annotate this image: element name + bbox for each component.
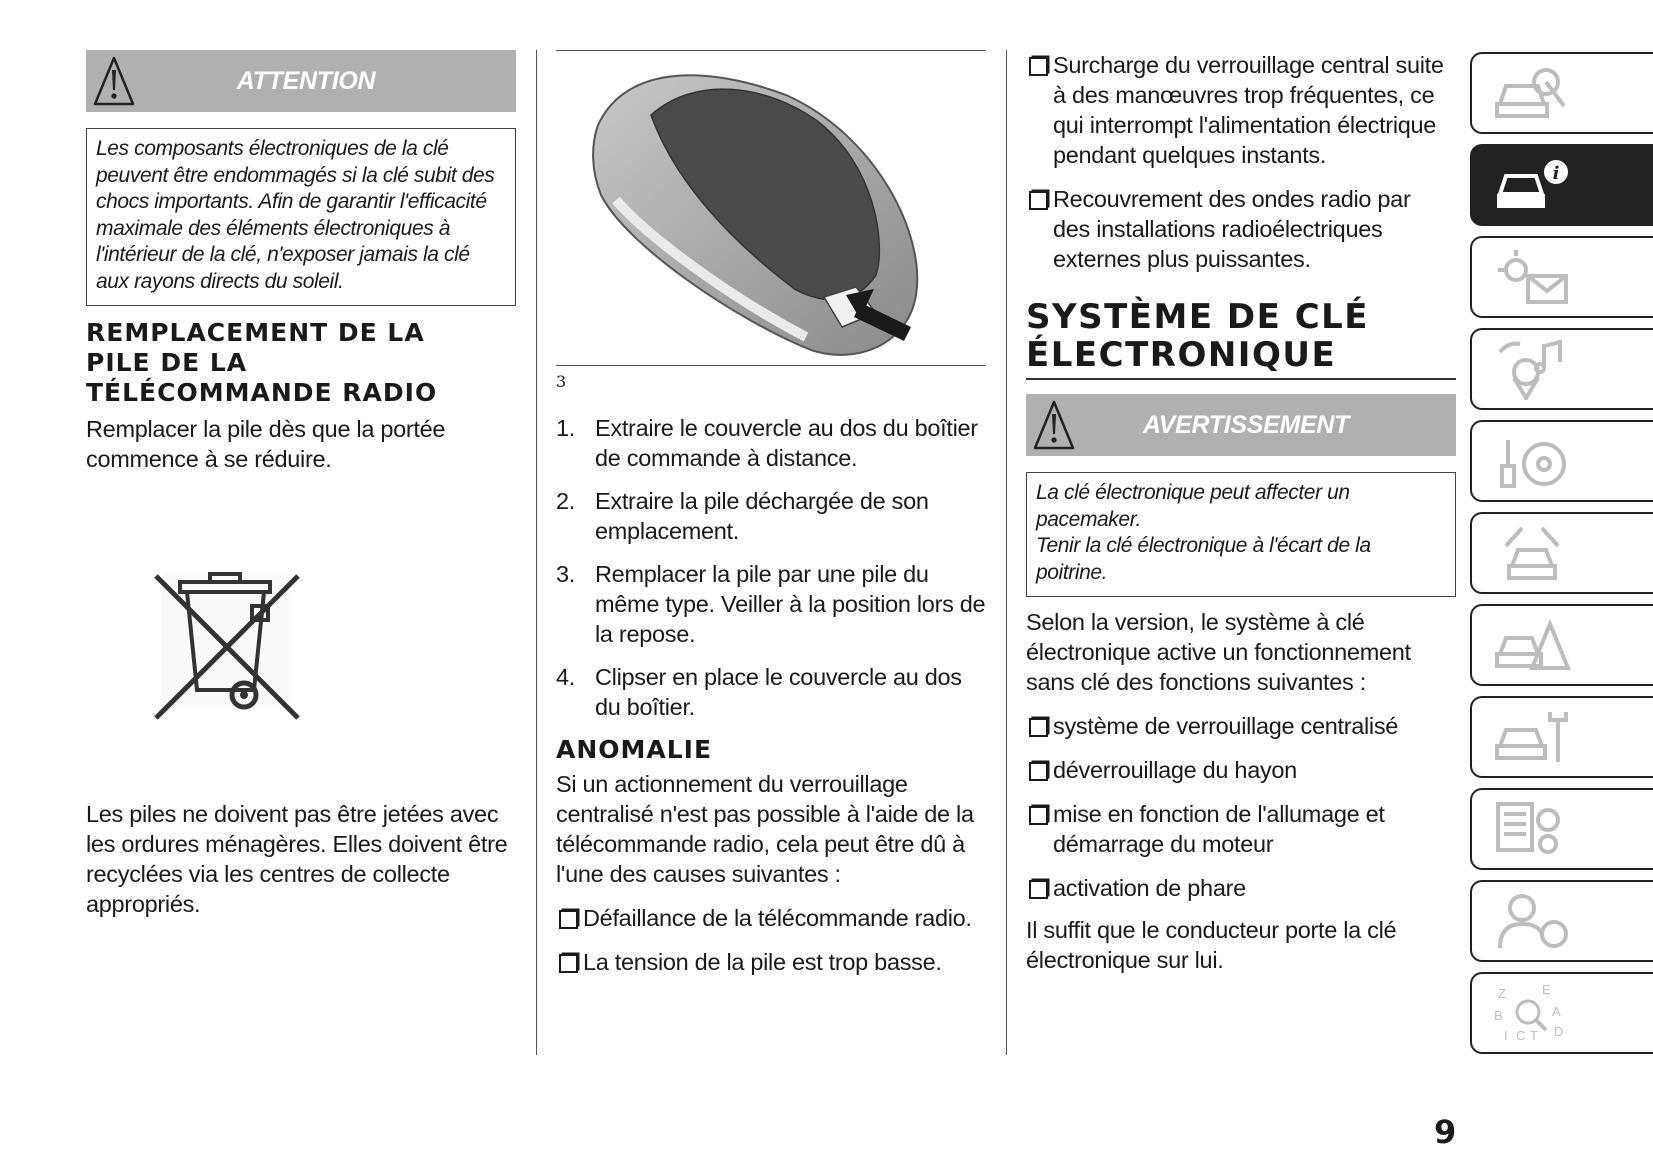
chapter-tab-strip: [1470, 52, 1653, 1064]
svg-text:C: C: [1516, 1028, 1526, 1043]
keyless-functions-list: [1026, 711, 1446, 903]
emergency-icon: [1492, 614, 1572, 676]
warning-lights-message-icon: [1492, 246, 1572, 308]
svg-text:Z: Z: [1498, 986, 1506, 1001]
tab-starting-driving[interactable]: [1470, 420, 1653, 502]
svg-text:T: T: [1530, 1028, 1538, 1043]
list-item: Recouvrement des ondes radio par des installations radioélectriques externes plus puissantes.: [1026, 184, 1446, 274]
column-divider: [536, 50, 537, 1055]
warning-triangle-icon: [92, 54, 136, 108]
warning-text-pacemaker: La clé électronique peut affecter un pacemaker.: [1036, 481, 1350, 531]
tab-person-info[interactable]: [1470, 880, 1653, 962]
svg-text:i: i: [1552, 163, 1560, 184]
electronic-key-intro: Selon la version, le système à clé électronique active un fonctionnement sans clé des fonctions suivantes :: [1026, 609, 1411, 695]
warning-triangle-icon: [1032, 398, 1076, 452]
tab-car-info[interactable]: [1470, 144, 1653, 226]
driver-assistance-icon: [1492, 522, 1572, 584]
attention-text: Les composants électroniques de la clé peuvent être endommagés si la clé subit des chocs importants. Afin de garantir l'efficacité maximale des éléments électroniques à l'intérieur de la clé, n'exposer jamais la clé aux rayons directs du soleil.: [86, 128, 516, 306]
checkbox-bullet-icon: [559, 910, 578, 929]
warning-title: AVERTISSEMENT: [1142, 410, 1350, 439]
checkbox-bullet-icon: [559, 954, 578, 973]
list-item: système de verrouillage centralisé: [1026, 711, 1446, 741]
index-icon: [1492, 982, 1572, 1044]
svg-text:A: A: [1552, 1004, 1561, 1019]
checkbox-bullet-icon: [1029, 57, 1048, 76]
list-item: 4. Clipser en place le couvercle au dos du boîtier.: [556, 664, 962, 720]
tab-technical-data[interactable]: [1470, 788, 1653, 870]
technical-data-icon: [1492, 798, 1572, 860]
svg-text:I: I: [1504, 1028, 1508, 1043]
list-item: 2. Extraire la pile déchargée de son emplacement.: [556, 488, 929, 544]
svg-text:B: B: [1494, 1008, 1503, 1023]
checkbox-bullet-icon: [1029, 762, 1048, 781]
heading-rule: [1026, 378, 1456, 380]
list-item: 3. Remplacer la pile par une pile du même type. Veiller à la position lors de la repose.: [556, 561, 986, 647]
crossed-bin-recycling-icon: [142, 560, 312, 730]
anomaly-causes-continued-list: [1026, 50, 1446, 274]
list-item: mise en fonction de l'allumage et démarrage du moteur: [1026, 799, 1446, 859]
maintenance-icon: [1492, 706, 1572, 768]
column-3: [1026, 36, 1456, 975]
warning-banner: [1026, 394, 1456, 456]
list-item: Défaillance de la télécommande radio.: [556, 903, 986, 933]
list-item: déverrouillage du hayon: [1026, 755, 1446, 785]
multimedia-navigation-icon: [1492, 338, 1572, 400]
list-item: La tension de la pile est trop basse.: [556, 947, 986, 977]
car-dashboard-icon: [1492, 62, 1572, 124]
figure-top-rule: [556, 50, 986, 51]
list-item: 1. Extraire le couvercle au dos du boîtier de commande à distance.: [556, 415, 978, 471]
tab-index[interactable]: [1470, 972, 1653, 1054]
svg-text:D: D: [1554, 1024, 1564, 1039]
remote-key-battery-cover-illustration: [556, 65, 976, 365]
checkbox-bullet-icon: [1029, 191, 1048, 210]
tab-driver-assistance[interactable]: [1470, 512, 1653, 594]
checkbox-bullet-icon: [1029, 718, 1048, 737]
tab-multimedia[interactable]: [1470, 328, 1653, 410]
anomaly-causes-list: [556, 903, 986, 977]
tab-warning-lights[interactable]: [1470, 236, 1653, 318]
column-1: [86, 50, 516, 917]
section-heading-battery-replacement: REMPLACEMENT DE LA PILE DE LA TÉLÉCOMMANDE RADIO: [86, 318, 438, 407]
attention-banner: [86, 50, 516, 112]
svg-text:E: E: [1542, 982, 1551, 997]
list-item: activation de phare: [1026, 873, 1446, 903]
battery-disposal-text: Les piles ne doivent pas être jetées avec les ordures ménagères. Elles doivent être recyclées via les centres de collecte appropriés.: [86, 801, 508, 917]
tab-maintenance[interactable]: [1470, 696, 1653, 778]
figure-bottom-rule: [556, 365, 986, 366]
car-info-icon: [1492, 154, 1572, 216]
section-heading-anomaly: ANOMALIE: [556, 735, 713, 764]
multimedia-person-info-icon: [1492, 890, 1572, 952]
starting-driving-icon: [1492, 430, 1572, 492]
warning-text-distance: Tenir la clé électronique à l'écart de la poitrine.: [1036, 534, 1371, 584]
checkbox-bullet-icon: [1029, 880, 1048, 899]
list-item: Surcharge du verrouillage central suite à des manœuvres trop fréquentes, ce qui interrompt l'alimentation électrique pendant quelques instants.: [1026, 50, 1446, 170]
column-2: [556, 50, 986, 977]
tab-emergency[interactable]: [1470, 604, 1653, 686]
attention-title: ATTENTION: [236, 66, 376, 95]
warning-text-box: [1026, 472, 1456, 597]
battery-intro: Remplacer la pile dès que la portée commence à se réduire.: [86, 416, 446, 472]
anomaly-text: Si un actionnement du verrouillage centralisé n'est pas possible à l'aide de la télécommande radio, cela peut être dû à l'une des causes suivantes :: [556, 771, 974, 887]
section-heading-electronic-key: SYSTÈME DE CLÉ ÉLECTRONIQUE: [1026, 297, 1370, 375]
column-divider: [1006, 50, 1007, 1055]
checkbox-bullet-icon: [1029, 806, 1048, 825]
battery-steps-list: [556, 413, 986, 722]
electronic-key-closing: Il suffit que le conducteur porte la clé électronique sur lui.: [1026, 917, 1397, 973]
tab-car-dashboard[interactable]: [1470, 52, 1653, 134]
figure-number: 3: [556, 372, 567, 391]
page-number: 9: [1434, 1113, 1457, 1151]
